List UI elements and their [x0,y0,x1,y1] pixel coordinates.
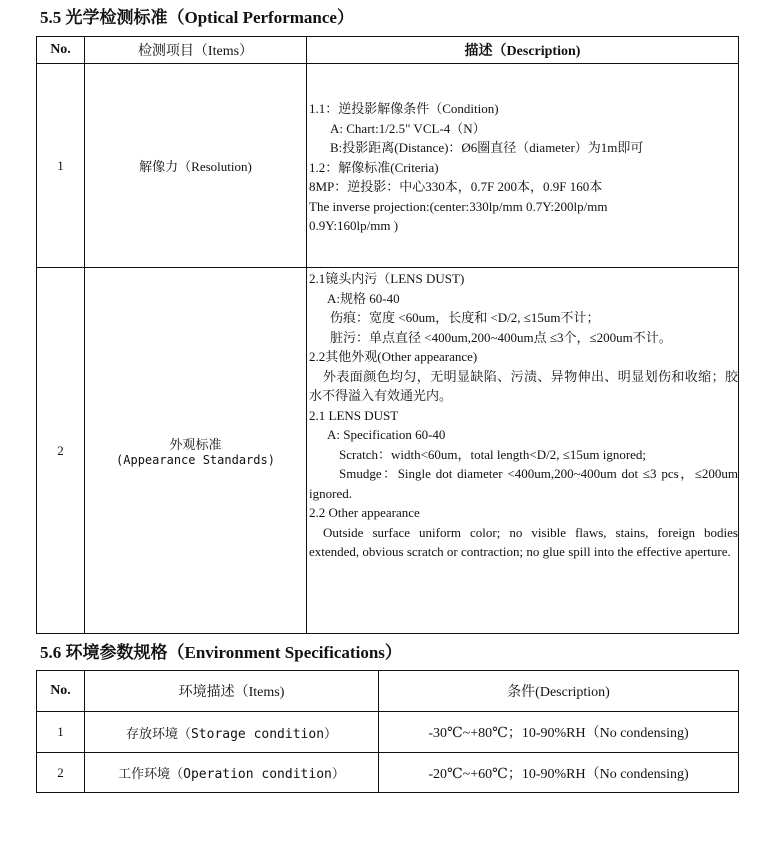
header-no: No. [37,671,85,712]
header-description: 描述（Description) [307,37,739,64]
description-operation: -20℃~+60℃；10-90%RH（No condensing) [379,753,739,793]
table-row [37,268,739,634]
desc-line: 1.1：逆投影解像条件（Condition) [309,101,499,117]
item-appearance [85,268,307,634]
desc-line: A:规格 60-40 [327,290,400,306]
desc-line: A: Specification 60-40 [327,427,446,442]
section-title-environment: 5.6 环境参数规格（Environment Specifications） [40,643,402,662]
desc-line: 2.1 LENS DUST [309,407,399,423]
item-storage: 存放环境（Storage condition） [85,712,379,753]
header-description: 条件(Description) [379,671,739,712]
row-number: 1 [37,64,85,268]
desc-line: 1.2：解像标准(Criteria) [309,159,439,175]
description-resolution [307,64,739,268]
table-header-row [37,37,739,64]
desc-line: B:投影距离(Distance)：Ø6圈直径（diameter）为1m即可 [330,140,644,156]
item-resolution: 解像力（Resolution) [85,64,307,268]
desc-line: 2.2其他外观(Other appearance) [309,349,478,364]
desc-line: 伤痕：宽度 <60um，长度和 <D/2, ≤15um不计； [330,310,600,325]
desc-line: 0.9Y:160lp/mm ) [309,218,399,234]
header-no: No. [37,37,85,64]
desc-paragraph: 外表面颜色均匀，无明显缺陷、污渍、异物伸出、明显划伤和收缩；胶水不得溢入有效通光内。 [309,368,738,403]
row-number: 1 [37,712,85,753]
table-row [37,753,739,793]
desc-paragraph: Smudge：Single dot diameter <400um,200~400um dot ≤3 pcs，≤200um ignored. [309,466,738,501]
desc-line: The inverse projection:(center:330lp/mm 0.7Y:200lp/mm [309,198,608,214]
description-appearance [307,268,739,634]
desc-line: 2.2 Other appearance [309,505,420,520]
row-number: 2 [37,753,85,793]
item-sublabel: (Appearance Standards) [116,453,275,467]
item-label: 外观标准 [169,437,222,452]
desc-line: 2.1镜头内污（LENS DUST) [309,271,465,286]
header-items: 环境描述（Items) [85,671,379,712]
desc-line: 8MP：逆投影：中心330本，0.7F 200本，0.9F 160本 [309,179,603,195]
description-storage: -30℃~+80℃；10-90%RH（No condensing) [379,712,739,753]
section-title-optical: 5.5 光学检测标准（Optical Performance） [40,8,354,27]
optical-performance-table [36,36,739,634]
table-header-row [37,671,739,712]
environment-spec-table [36,670,739,793]
desc-line: 脏污：单点直径 <400um,200~400um点 ≤3个，≤200um不计。 [330,329,672,345]
desc-paragraph: Outside surface uniform color; no visible flaws, stains, foreign bodies extended, obvious scratch or contraction; no glue spill into the effective aperture. [309,524,738,559]
desc-line: A: Chart:1/2.5" VCL-4（N） [330,120,486,136]
item-operation: 工作环境（Operation condition） [85,753,379,793]
row-number: 2 [37,268,85,634]
desc-line: Scratch：width<60um，total length<D/2, ≤15um ignored; [339,446,647,462]
header-items: 检测项目（Items） [85,37,307,64]
table-row [37,64,739,268]
table-row [37,712,739,753]
